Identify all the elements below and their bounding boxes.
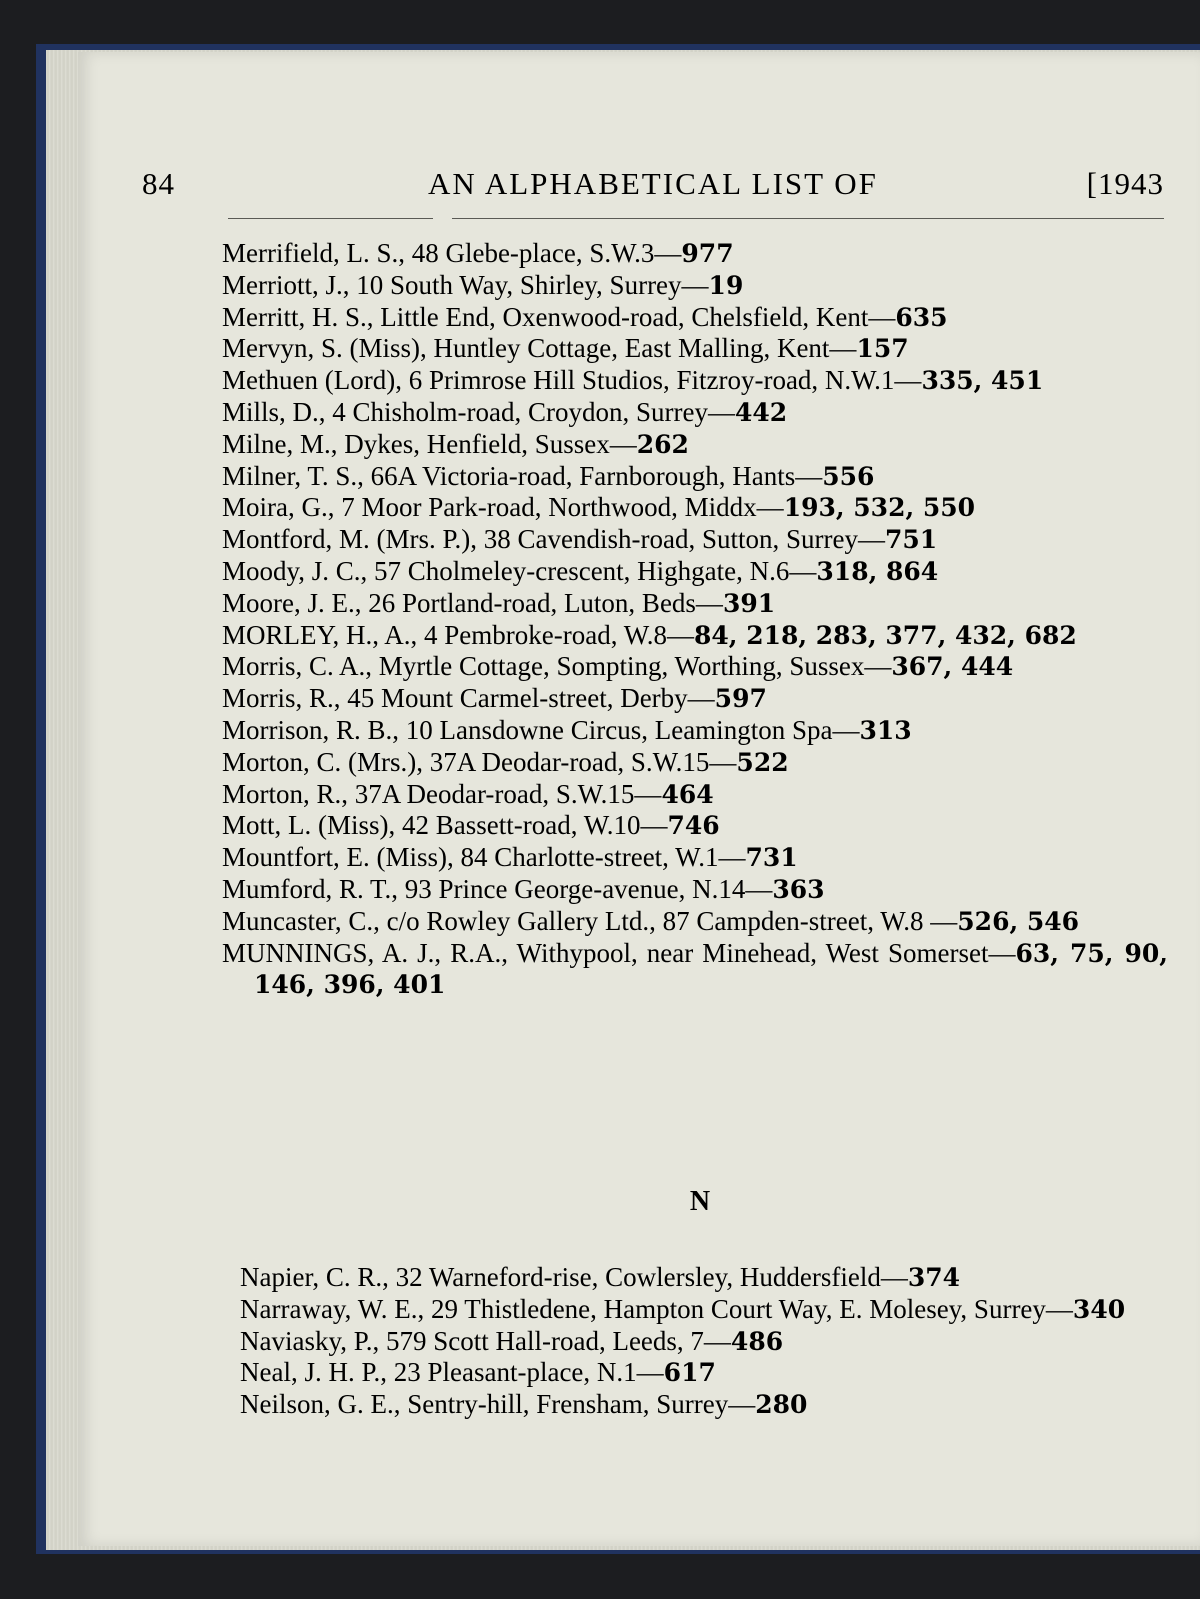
- list-item: [222, 810, 1168, 842]
- list-item: [240, 1326, 1170, 1358]
- entry-text: Moody, J. C., 57 Cholmeley-crescent, Highgate, N.6—: [222, 555, 817, 586]
- list-item: [222, 524, 1168, 556]
- list-item: [222, 556, 1168, 588]
- list-item: [222, 238, 1168, 270]
- entry-refs: 262: [636, 429, 689, 459]
- entry-text: Milner, T. S., 66A Victoria-road, Farnborough, Hants—: [222, 460, 823, 491]
- entry-text: Morton, R., 37A Deodar-road, S.W.15—: [222, 778, 662, 809]
- entry-text: Muncaster, C., c/o Rowley Gallery Ltd., 87 Campden-street, W.8 —: [222, 905, 958, 936]
- running-header: [142, 166, 1164, 206]
- entry-refs: 280: [755, 1390, 808, 1420]
- entry-refs: 464: [661, 779, 714, 809]
- header-rule-right: [452, 218, 1164, 219]
- list-item: [240, 1389, 1170, 1421]
- list-item: [222, 715, 1168, 747]
- list-item: [222, 842, 1168, 874]
- list-item: [222, 429, 1168, 461]
- entry-text: Milne, M., Dykes, Henfield, Sussex—: [222, 428, 637, 459]
- entry-refs: 746: [667, 811, 720, 841]
- entry-refs: 84, 218, 283, 377, 432, 682: [694, 620, 1077, 650]
- header-rule-left: [228, 218, 433, 219]
- entry-text: Morton, C. (Mrs.), 37A Deodar-road, S.W.15—: [222, 746, 737, 777]
- list-item: [240, 1262, 1170, 1294]
- entry-text: Montford, M. (Mrs. P.), 38 Cavendish-road, Sutton, Surrey—: [222, 524, 885, 555]
- list-item: [240, 1357, 1170, 1389]
- entry-refs: 977: [681, 239, 734, 268]
- list-item: [222, 620, 1168, 652]
- list-item: [222, 651, 1168, 683]
- page-number: 84: [142, 166, 175, 201]
- list-item: [222, 270, 1168, 302]
- entry-text: Narraway, W. E., 29 Thistledene, Hampton Court Way, E. Molesey, Surrey—: [240, 1293, 1073, 1324]
- list-item: [222, 683, 1168, 715]
- entry-refs: 522: [736, 747, 789, 777]
- entry-refs: 751: [884, 525, 938, 555]
- list-item: [222, 461, 1168, 493]
- list-item: [222, 397, 1168, 429]
- entry-text: Mountfort, E. (Miss), 84 Charlotte-street, W.1—: [222, 842, 746, 873]
- list-item: [222, 874, 1168, 906]
- page-title: AN ALPHABETICAL LIST OF: [428, 166, 878, 201]
- list-item: [222, 747, 1168, 779]
- entry-refs: 374: [907, 1263, 961, 1292]
- entry-text: Neal, J. H. P., 23 Pleasant-place, N.1—: [240, 1357, 664, 1388]
- entry-text: Moira, G., 7 Moor Park-road, Northwood, Middx—: [222, 492, 784, 523]
- entry-text: Mervyn, S. (Miss), Huntley Cottage, East Malling, Kent—: [222, 333, 857, 364]
- entry-text: MUNNINGS, A. J., R.A., Withypool, near Minehead, West Somerset—: [222, 937, 1016, 968]
- entry-refs: 318, 864: [816, 556, 939, 586]
- list-item: [222, 333, 1168, 365]
- entry-text: Morris, R., 45 Mount Carmel-street, Derby—: [222, 683, 715, 714]
- list-item: [240, 1294, 1170, 1326]
- entry-refs: 526, 546: [957, 906, 1080, 936]
- entry-text: Methuen (Lord), 6 Primrose Hill Studios, Fitzroy-road, N.W.1—: [222, 365, 922, 396]
- entry-text: Mills, D., 4 Chisholm-road, Croydon, Surrey—: [222, 396, 735, 427]
- list-item: [222, 588, 1168, 620]
- entry-text: Merrifield, L. S., 48 Glebe-place, S.W.3—: [222, 238, 682, 268]
- entry-list-n: [240, 1262, 1170, 1421]
- entry-refs: 731: [745, 843, 798, 873]
- entry-refs: 63, 75, 90, 146, 396, 401: [254, 938, 1169, 1000]
- section-heading: N: [689, 1186, 711, 1217]
- entry-refs: 617: [663, 1358, 716, 1388]
- entry-text: Merriott, J., 10 South Way, Shirley, Surrey—: [222, 269, 709, 300]
- entry-refs: 335, 451: [921, 366, 1044, 396]
- entry-text: Morrison, R. B., 10 Lansdowne Circus, Leamington Spa—: [222, 714, 860, 745]
- list-item: [222, 302, 1168, 334]
- entry-text: Naviasky, P., 579 Scott Hall-road, Leeds, 7—: [240, 1325, 731, 1356]
- list-item: [222, 779, 1168, 811]
- list-item: [222, 906, 1168, 938]
- list-item: [222, 365, 1168, 397]
- entry-text: Mumford, R. T., 93 Prince George-avenue, N.14—: [222, 873, 773, 904]
- entry-list-m: [222, 238, 1168, 1001]
- entry-refs: 19: [708, 270, 744, 300]
- entry-text: Merritt, H. S., Little End, Oxenwood-road, Chelsfield, Kent—: [222, 301, 896, 332]
- entry-text: Morris, C. A., Myrtle Cottage, Sompting, Worthing, Sussex—: [222, 651, 892, 682]
- entry-refs: 363: [772, 874, 825, 904]
- entry-refs: 486: [730, 1326, 784, 1356]
- entry-refs: 367, 444: [891, 652, 1014, 682]
- entry-text: MORLEY, H., A., 4 Pembroke-road, W.8—: [222, 619, 694, 650]
- entry-text: Napier, C. R., 32 Warneford-rise, Cowlersley, Huddersfield—: [240, 1262, 908, 1292]
- list-item: [222, 938, 1168, 1002]
- entry-refs: 313: [859, 715, 912, 745]
- entry-text: Neilson, G. E., Sentry-hill, Frensham, Surrey—: [240, 1389, 756, 1420]
- entry-refs: 193, 532, 550: [783, 493, 976, 523]
- entry-refs: 597: [714, 684, 767, 714]
- header-year: [1943: [1086, 166, 1164, 201]
- entry-refs: 157: [856, 334, 909, 364]
- entry-refs: 442: [735, 397, 788, 427]
- entry-refs: 635: [895, 302, 948, 332]
- entry-refs: 556: [822, 461, 875, 491]
- entry-refs: 391: [722, 588, 776, 618]
- entry-refs: 340: [1072, 1294, 1126, 1324]
- list-item: [222, 492, 1168, 524]
- entry-text: Moore, J. E., 26 Portland-road, Luton, Beds—: [222, 587, 723, 618]
- entry-text: Mott, L. (Miss), 42 Bassett-road, W.10—: [222, 810, 668, 841]
